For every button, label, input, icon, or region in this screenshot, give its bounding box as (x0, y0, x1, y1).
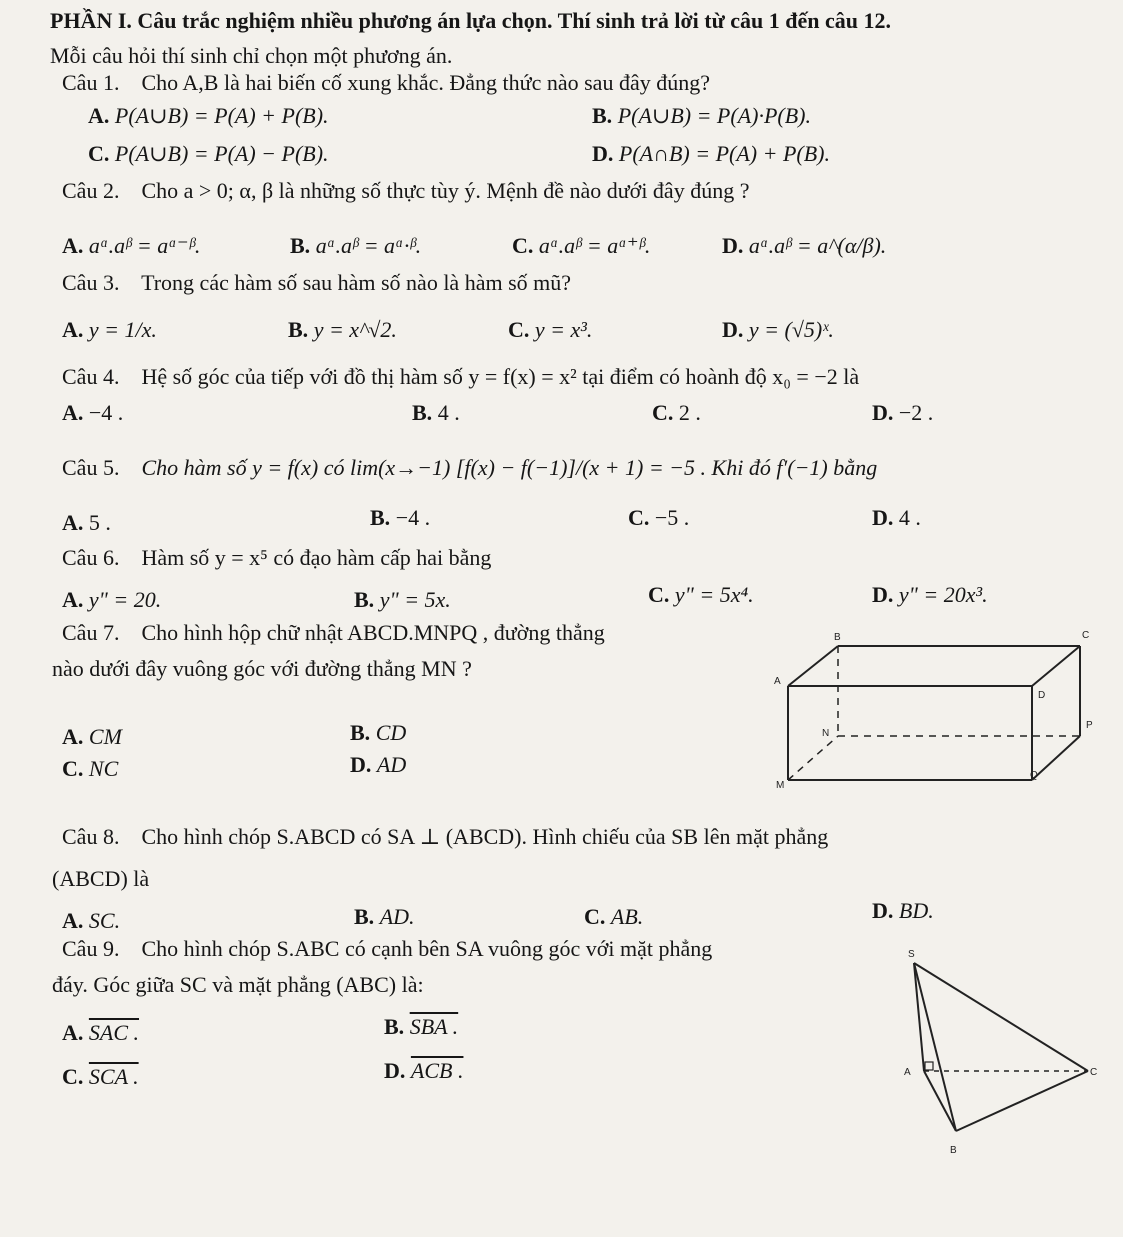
q9-option-c[interactable]: C. SCA . (62, 1064, 139, 1089)
right-angle-marker (925, 1062, 933, 1070)
question-8 (62, 824, 828, 850)
q3-option-d[interactable]: D. y = (√5)ˣ. (722, 317, 834, 342)
q5-option-d[interactable]: D. 4 . (872, 505, 921, 530)
vertex-label: D (1038, 690, 1046, 701)
question-9 (62, 936, 712, 962)
question-7 (62, 620, 605, 646)
question-7-stem-continued: nào dưới đây vuông góc với đường thẳng MN ? (52, 656, 472, 681)
question-stem: Cho hình chóp S.ABCD có SA ⊥ (ABCD). Hình chiếu của SB lên mặt phẳng (141, 824, 829, 849)
q5-option-a[interactable]: A. 5 . (62, 510, 111, 535)
q8-option-a[interactable]: A. SC. (62, 908, 121, 933)
question-5 (62, 455, 877, 481)
question-stem: Cho hình chóp S.ABC có cạnh bên SA vuông góc với mặt phẳng (141, 936, 713, 961)
vertex-label: B (950, 1145, 957, 1156)
vertex-label: S (908, 949, 915, 960)
question-number: Câu 7. (62, 620, 120, 645)
q8-option-b[interactable]: B. AD. (354, 904, 415, 929)
rectangular-box-figure (760, 618, 1100, 798)
question-number: Câu 2. (62, 178, 120, 203)
q5-option-b[interactable]: B. −4 . (370, 505, 431, 530)
q1-option-b[interactable]: B. P(A∪B) = P(A)·P(B). (592, 103, 811, 128)
q2-option-d[interactable]: D. aᵅ.aᵝ = a^(α/β). (722, 233, 887, 258)
vertex-label: C (1090, 1067, 1098, 1078)
q9-option-a[interactable]: A. SAC . (62, 1020, 140, 1045)
question-4 (62, 364, 859, 390)
question-stem: Cho a > 0; α, β là những số thực tùy ý. Mệnh đề nào dưới đây đúng ? (141, 178, 750, 203)
question-9-stem-continued: đáy. Góc giữa SC và mặt phẳng (ABC) là: (52, 972, 424, 997)
question-stem: Cho A,B là hai biến cố xung khắc. Đẳng thức nào sau đây đúng? (141, 70, 710, 95)
question-stem: Cho hình hộp chữ nhật ABCD.MNPQ , đường thẳng (141, 620, 605, 645)
q6-option-d[interactable]: D. y" = 20x³. (872, 582, 988, 607)
vertex-label: B (834, 632, 841, 643)
question-6 (62, 545, 491, 571)
q6-option-a[interactable]: A. y" = 20. (62, 587, 162, 612)
q4-option-a[interactable]: A. −4 . (62, 400, 124, 425)
question-3 (62, 270, 571, 296)
question-number: Câu 4. (62, 364, 120, 389)
q6-option-c[interactable]: C. y" = 5x⁴. (648, 582, 754, 607)
q4-option-b[interactable]: B. 4 . (412, 400, 460, 425)
question-number: Câu 3. (62, 270, 120, 295)
vertex-label: Q (1030, 770, 1038, 781)
q2-option-b[interactable]: B. aᵅ.aᵝ = aᵅ·ᵝ. (290, 233, 422, 258)
part-instruction: Mỗi câu hỏi thí sinh chỉ chọn một phương án. (50, 43, 453, 68)
q1-option-c[interactable]: C. P(A∪B) = P(A) − P(B). (88, 141, 329, 166)
q8-option-c[interactable]: C. AB. (584, 904, 644, 929)
question-number: Câu 8. (62, 824, 120, 849)
q2-option-a[interactable]: A. aᵅ.aᵝ = aᵅ⁻ᵝ. (62, 233, 201, 258)
question-1 (62, 70, 710, 96)
vertex-label: C (1082, 630, 1090, 641)
question-8-stem-continued: (ABCD) là (52, 866, 150, 891)
vertex-label: P (1086, 720, 1093, 731)
pyramid-figure (890, 945, 1110, 1165)
part-title: PHẦN I. Câu trắc nghiệm nhiều phương án lựa chọn. Thí sinh trả lời từ câu 1 đến câu 12. (50, 8, 892, 33)
vertex-label: N (822, 728, 830, 739)
q1-option-a[interactable]: A. P(A∪B) = P(A) + P(B). (88, 103, 329, 128)
q4-option-c[interactable]: C. 2 . (652, 400, 701, 425)
q7-option-d[interactable]: D. AD (350, 752, 407, 777)
q7-option-a[interactable]: A. CM (62, 724, 122, 749)
question-stem: Hàm số y = x⁵ có đạo hàm cấp hai bằng (141, 545, 492, 570)
vertex-label: A (774, 676, 781, 687)
vertex-label: M (776, 780, 785, 791)
q3-option-a[interactable]: A. y = 1/x. (62, 317, 157, 342)
question-number: Câu 5. (62, 455, 120, 480)
q2-option-c[interactable]: C. aᵅ.aᵝ = aᵅ⁺ᵝ. (512, 233, 651, 258)
q1-option-d[interactable]: D. P(A∩B) = P(A) + P(B). (592, 141, 830, 166)
q9-option-d[interactable]: D. ACB . (384, 1058, 464, 1083)
question-stem: Cho hàm số y = f(x) có lim(x→−1) [f(x) − f(−1)]/(x + 1) = −5 . Khi đó f′(−1) bằng (141, 455, 878, 480)
q3-option-b[interactable]: B. y = x^√2. (288, 317, 397, 342)
q6-option-b[interactable]: B. y" = 5x. (354, 587, 451, 612)
question-number: Câu 9. (62, 936, 120, 961)
question-stem: Trong các hàm số sau hàm số nào là hàm số mũ? (141, 270, 572, 295)
q4-option-d[interactable]: D. −2 . (872, 400, 934, 425)
vertex-label: A (904, 1067, 911, 1078)
q3-option-c[interactable]: C. y = x³. (508, 317, 593, 342)
question-number: Câu 6. (62, 545, 120, 570)
q9-option-b[interactable]: B. SBA . (384, 1014, 459, 1039)
q5-option-c[interactable]: C. −5 . (628, 505, 690, 530)
question-number: Câu 1. (62, 70, 120, 95)
q7-option-b[interactable]: B. CD (350, 720, 407, 745)
q8-option-d[interactable]: D. BD. (872, 898, 934, 923)
question-stem: Hệ số góc của tiếp với đồ thị hàm số y = f(x) = x² tại điểm có hoành độ x₀ = −2 là (141, 364, 860, 389)
question-2 (62, 178, 749, 204)
q7-option-c[interactable]: C. NC (62, 756, 119, 781)
